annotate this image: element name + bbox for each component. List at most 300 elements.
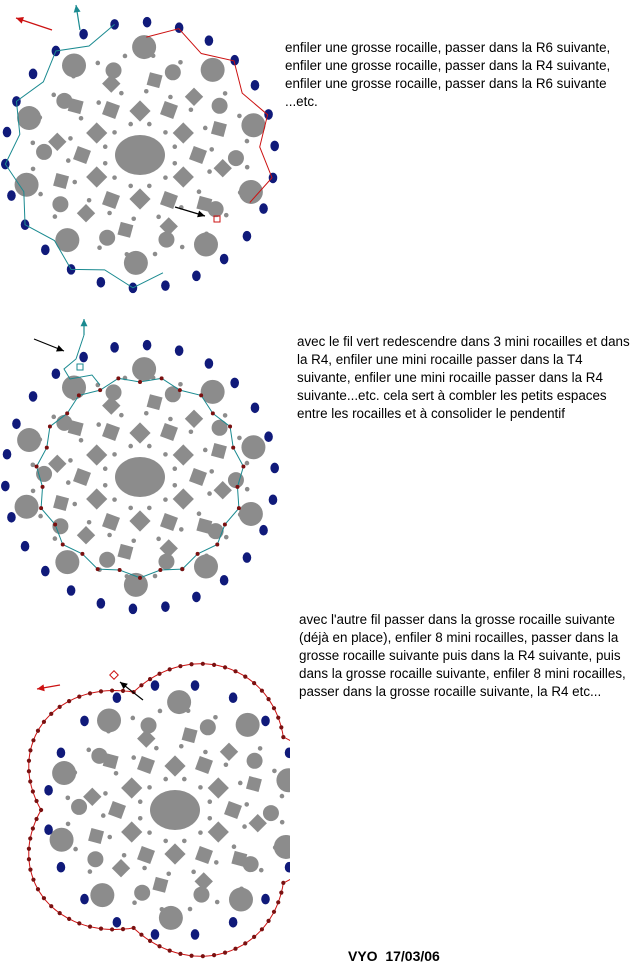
mini-bead xyxy=(160,376,164,380)
mini-bead xyxy=(180,567,184,571)
square-bead xyxy=(152,877,168,893)
seed-bead xyxy=(264,431,273,442)
small-bead xyxy=(209,469,214,474)
seed-bead xyxy=(44,824,53,835)
mini-bead xyxy=(121,927,125,931)
mini-bead xyxy=(201,662,205,666)
small-bead xyxy=(72,502,77,507)
square-bead xyxy=(77,526,95,544)
small-bead xyxy=(68,136,73,141)
mini-bead xyxy=(223,523,227,527)
seed-bead xyxy=(79,29,88,40)
seed-bead xyxy=(151,929,160,940)
small-bead xyxy=(66,822,71,827)
mini-bead xyxy=(157,944,161,948)
small-bead xyxy=(156,215,161,220)
arrows xyxy=(34,319,87,370)
square-bead xyxy=(137,756,155,774)
seed-bead xyxy=(3,449,12,460)
small-bead xyxy=(163,452,168,457)
small-bead xyxy=(31,489,36,494)
mini-bead xyxy=(28,748,32,752)
small-bead xyxy=(245,487,250,492)
small-bead xyxy=(97,245,102,250)
mini-bead xyxy=(39,808,43,812)
square-bead xyxy=(182,727,198,743)
square-bead xyxy=(117,544,133,560)
mini-bead xyxy=(212,953,216,957)
small-bead xyxy=(280,794,285,799)
large-rocaille xyxy=(52,761,76,785)
mini-bead xyxy=(27,769,31,773)
large-rocaille xyxy=(229,888,253,912)
small-bead xyxy=(203,126,208,131)
square-bead xyxy=(102,191,120,209)
mini-bead xyxy=(279,891,283,895)
seed-bead xyxy=(143,17,152,28)
small-bead xyxy=(163,497,168,502)
small-bead xyxy=(172,466,177,471)
mini-bead xyxy=(110,688,114,692)
round-bead xyxy=(247,753,263,769)
small-bead xyxy=(88,869,93,874)
small-bead xyxy=(198,830,203,835)
round-bead xyxy=(91,748,107,764)
mini-bead xyxy=(53,523,57,527)
seed-bead xyxy=(270,463,279,474)
mini-bead xyxy=(138,576,142,580)
square-bead xyxy=(86,488,107,509)
square-bead xyxy=(173,488,194,509)
mini-bead xyxy=(45,446,49,450)
small-bead xyxy=(38,192,43,197)
seed-bead xyxy=(230,378,239,389)
small-bead xyxy=(147,444,152,449)
small-bead xyxy=(31,167,36,172)
square-bead xyxy=(117,222,133,238)
mini-bead xyxy=(80,552,84,556)
small-bead xyxy=(172,144,177,149)
large-rocaille xyxy=(15,173,39,197)
large-rocaille xyxy=(124,251,148,275)
mini-bead xyxy=(157,672,161,676)
square-bead xyxy=(73,146,91,164)
small-bead xyxy=(132,900,137,905)
square-bead xyxy=(224,801,242,819)
small-bead xyxy=(53,214,58,219)
small-bead xyxy=(224,213,229,218)
mini-bead xyxy=(99,689,103,693)
square-bead xyxy=(173,444,194,465)
square-bead xyxy=(160,101,178,119)
seed-bead xyxy=(261,894,270,905)
seed-bead xyxy=(113,692,122,703)
mini-bead xyxy=(260,689,264,693)
mini-bead xyxy=(272,706,276,710)
small-bead xyxy=(119,413,124,418)
square-bead xyxy=(137,846,155,864)
seed-bead xyxy=(191,680,200,691)
mini-bead xyxy=(272,910,276,914)
large-rocaille xyxy=(62,53,86,77)
small-bead xyxy=(180,245,185,250)
small-bead xyxy=(96,100,101,105)
mini-bead xyxy=(158,568,162,572)
square-bead xyxy=(129,100,150,121)
small-bead xyxy=(138,816,143,821)
large-rocaille xyxy=(274,835,290,859)
round-bead xyxy=(158,232,174,248)
small-bead xyxy=(123,54,128,59)
arrows xyxy=(16,5,220,222)
seed-bead xyxy=(192,592,201,603)
small-bead xyxy=(66,158,71,163)
mini-bead xyxy=(235,485,239,489)
small-bead xyxy=(114,771,119,776)
seed-bead xyxy=(270,141,279,152)
step-1-svg xyxy=(0,0,290,305)
mini-bead xyxy=(65,411,69,415)
mini-bead xyxy=(281,881,285,885)
small-bead xyxy=(96,422,101,427)
small-bead xyxy=(138,799,143,804)
square-bead xyxy=(86,166,107,187)
step-2-instructions: avec le fil vert redescendre dans 3 mini rocailles et dans la R4, enfiler une mini rocaille passer dans la T4 suivante, enfiler une mini rocaille passer dans la R4 suivante...etc. cela sert à combler les petits espaces entre les rocailles et à consolider le pendentif xyxy=(297,334,630,421)
small-bead xyxy=(179,744,184,749)
mini-bead xyxy=(199,393,203,397)
square-bead xyxy=(220,743,238,761)
small-bead xyxy=(147,506,152,511)
small-bead xyxy=(168,417,173,422)
small-bead xyxy=(103,161,108,166)
large-rocaille xyxy=(132,35,156,59)
seed-bead xyxy=(229,692,238,703)
square-bead xyxy=(112,859,130,877)
seed-bead xyxy=(67,585,76,596)
step-1-line: enfiler une grosse rocaille, passer dans la R4 suivante, xyxy=(285,58,611,73)
seed-bead xyxy=(191,929,200,940)
seed-bead xyxy=(220,254,229,265)
seed-bead xyxy=(97,598,106,609)
mini-bead xyxy=(99,927,103,931)
small-bead xyxy=(103,791,108,796)
round-bead xyxy=(56,415,72,431)
square-bead xyxy=(195,756,213,774)
mini-bead xyxy=(168,667,172,671)
seed-bead xyxy=(161,601,170,612)
step-1-line: enfiler une grosse rocaille, passer dans la R6 suivante, xyxy=(285,40,611,55)
mini-bead xyxy=(196,552,200,556)
small-bead xyxy=(87,198,92,203)
small-bead xyxy=(122,853,127,858)
mini-bead xyxy=(243,941,247,945)
large-rocaille xyxy=(17,106,41,130)
seed-bead xyxy=(269,494,278,505)
square-bead xyxy=(173,122,194,143)
small-bead xyxy=(31,463,36,468)
mini-bead xyxy=(241,464,245,468)
mini-bead xyxy=(35,464,39,468)
small-bead xyxy=(131,716,136,721)
small-bead xyxy=(209,147,214,152)
large-rocaille xyxy=(90,883,114,907)
mini-bead xyxy=(138,380,142,384)
small-bead xyxy=(68,458,73,463)
small-bead xyxy=(207,816,212,821)
seed-bead xyxy=(243,552,252,563)
seed-bead xyxy=(243,231,252,242)
mini-bead xyxy=(260,927,264,931)
mini-bead xyxy=(139,683,143,687)
square-bead xyxy=(77,204,95,222)
round-bead xyxy=(165,64,181,80)
seed-bead xyxy=(261,716,270,727)
small-bead xyxy=(245,165,250,170)
small-bead xyxy=(128,184,133,189)
small-bead xyxy=(224,762,229,767)
large-rocaille xyxy=(241,113,265,137)
author-signature: VYO 17/03/06 xyxy=(348,948,440,964)
square-bead xyxy=(185,410,203,428)
round-bead xyxy=(158,554,174,570)
mini-bead xyxy=(58,705,62,709)
mini-bead xyxy=(27,857,31,861)
mini-bead xyxy=(223,951,227,955)
large-rocaille xyxy=(17,428,41,452)
small-bead xyxy=(163,839,168,844)
mini-bead xyxy=(36,887,40,891)
center-bead xyxy=(115,457,165,497)
round-bead xyxy=(200,719,216,735)
mini-bead xyxy=(266,697,270,701)
round-bead xyxy=(106,384,122,400)
large-rocaille xyxy=(55,550,79,574)
small-bead xyxy=(166,871,171,876)
square-bead xyxy=(173,166,194,187)
seed-bead xyxy=(205,35,214,46)
mini-bead xyxy=(233,947,237,951)
small-bead xyxy=(107,835,112,840)
square-bead xyxy=(246,776,262,792)
small-bead xyxy=(131,755,136,760)
small-bead xyxy=(107,533,112,538)
seed-bead xyxy=(129,604,138,615)
seed-bead xyxy=(44,785,53,796)
seed-bead xyxy=(259,525,268,536)
small-bead xyxy=(72,180,77,185)
small-bead xyxy=(189,107,194,112)
square-bead xyxy=(129,510,150,531)
seed-bead xyxy=(205,358,214,369)
small-bead xyxy=(244,802,249,807)
small-bead xyxy=(237,436,242,441)
mini-bead xyxy=(77,393,81,397)
small-bead xyxy=(103,483,108,488)
small-bead xyxy=(178,60,183,65)
step-1-line: enfiler une grosse rocaille, passer dans la R6 suivante xyxy=(285,76,607,91)
mini-bead xyxy=(139,933,143,937)
small-bead xyxy=(258,746,263,751)
arrow-icon-head xyxy=(16,17,24,24)
square-bead xyxy=(129,188,150,209)
small-bead xyxy=(131,538,136,543)
mini-bead xyxy=(110,927,114,931)
small-bead xyxy=(158,709,163,714)
round-bead xyxy=(99,230,115,246)
round-bead xyxy=(263,805,279,821)
center-bead xyxy=(150,790,200,830)
mini-bead xyxy=(34,817,38,821)
arrows xyxy=(37,671,143,700)
small-bead xyxy=(112,497,117,502)
small-bead xyxy=(172,483,177,488)
small-bead xyxy=(163,777,168,782)
mini-bead xyxy=(201,954,205,958)
mini-bead xyxy=(178,952,182,956)
small-bead xyxy=(259,868,264,873)
mini-bead xyxy=(27,847,31,851)
large-rocaille xyxy=(194,233,218,257)
small-bead xyxy=(112,452,117,457)
small-bead xyxy=(107,211,112,216)
round-bead xyxy=(36,144,52,160)
bead-marker-icon xyxy=(110,671,118,679)
square-bead xyxy=(108,801,126,819)
small-bead xyxy=(207,799,212,804)
small-bead xyxy=(154,746,159,751)
seed-bead xyxy=(285,862,290,873)
small-bead xyxy=(38,514,43,519)
seed-bead xyxy=(110,342,119,353)
mini-bead xyxy=(88,925,92,929)
large-rocaille xyxy=(194,555,218,579)
step-1-instructions xyxy=(285,39,635,111)
mini-bead xyxy=(31,789,35,793)
round-bead xyxy=(228,150,244,166)
small-bead xyxy=(215,900,220,905)
round-bead xyxy=(71,799,87,815)
small-bead xyxy=(87,520,92,525)
small-bead xyxy=(203,448,208,453)
small-bead xyxy=(224,535,229,540)
mini-bead xyxy=(212,663,216,667)
mini-bead xyxy=(178,664,182,668)
small-bead xyxy=(198,785,203,790)
small-bead xyxy=(172,161,177,166)
small-bead xyxy=(280,820,285,825)
seed-bead xyxy=(80,894,89,905)
small-bead xyxy=(147,830,152,835)
arrow-icon-head xyxy=(37,684,45,691)
pattern-diagram-step-1 xyxy=(0,0,290,305)
small-bead xyxy=(101,813,106,818)
small-bead xyxy=(232,844,237,849)
mini-bead xyxy=(31,738,35,742)
square-bead xyxy=(88,828,104,844)
mini-bead xyxy=(279,725,283,729)
mini-bead xyxy=(148,677,152,681)
seed-bead xyxy=(151,680,160,691)
seed-bead xyxy=(80,716,89,727)
round-bead xyxy=(87,851,103,867)
mini-bead xyxy=(48,425,52,429)
arrow-icon-head xyxy=(120,682,128,689)
round-bead xyxy=(212,420,228,436)
large-rocaille xyxy=(239,502,263,526)
seed-bead xyxy=(175,345,184,356)
square-bead xyxy=(160,191,178,209)
small-bead xyxy=(163,130,168,135)
step-1-line: ...etc. xyxy=(285,94,318,109)
small-bead xyxy=(79,116,84,121)
mini-bead xyxy=(41,485,45,489)
seed-bead xyxy=(143,340,152,351)
small-bead xyxy=(142,866,147,871)
seed-bead xyxy=(3,127,12,138)
mini-bead xyxy=(223,665,227,669)
small-bead xyxy=(112,130,117,135)
small-bead xyxy=(238,781,243,786)
small-bead xyxy=(223,413,228,418)
bead-motif xyxy=(15,357,266,597)
seed-bead xyxy=(7,190,16,201)
small-bead xyxy=(197,511,202,516)
small-bead xyxy=(197,189,202,194)
mini-bead xyxy=(77,921,81,925)
small-bead xyxy=(79,438,84,443)
large-rocaille xyxy=(97,708,121,732)
square-bead xyxy=(164,843,185,864)
small-bead xyxy=(128,122,133,127)
small-bead xyxy=(245,461,250,466)
square-bead xyxy=(53,495,69,511)
mini-bead xyxy=(211,411,215,415)
seed-bead xyxy=(1,481,10,492)
mini-bead xyxy=(98,388,102,392)
seed-bead xyxy=(52,368,61,379)
mini-bead xyxy=(28,836,32,840)
mini-bead xyxy=(88,691,92,695)
step-3-svg xyxy=(0,645,290,970)
small-bead xyxy=(242,824,247,829)
mini-bead xyxy=(116,376,120,380)
square-bead xyxy=(208,821,229,842)
pattern-diagram-step-3 xyxy=(0,645,290,970)
square-bead xyxy=(147,72,163,88)
square-bead xyxy=(185,88,203,106)
mini-bead xyxy=(28,779,32,783)
mini-bead xyxy=(34,799,38,803)
mini-bead xyxy=(31,878,35,882)
large-rocaille xyxy=(241,435,265,459)
center-bead xyxy=(115,135,165,175)
small-bead xyxy=(182,839,187,844)
small-bead xyxy=(128,444,133,449)
mini-bead xyxy=(49,904,53,908)
small-bead xyxy=(86,748,91,753)
seed-bead xyxy=(7,512,16,523)
seed-bead xyxy=(79,352,88,363)
square-bead xyxy=(208,777,229,798)
mini-bead xyxy=(189,954,193,958)
step-3-instructions: avec l'autre fil passer dans la grosse rocaille suivante (déjà en place), enfiler 8 mini rocailles, passer dans la grosse rocaille suivante puis dans la R4 suivante, puis dans la grosse rocaille suivante, enfiler 8 mini rocailles, passer dans la grosse rocaille suivante, la R4 etc... xyxy=(299,612,626,699)
small-bead xyxy=(245,139,250,144)
seed-bead xyxy=(12,418,21,429)
round-bead xyxy=(141,717,157,733)
square-bead xyxy=(102,423,120,441)
small-bead xyxy=(168,95,173,100)
small-bead xyxy=(96,61,101,66)
